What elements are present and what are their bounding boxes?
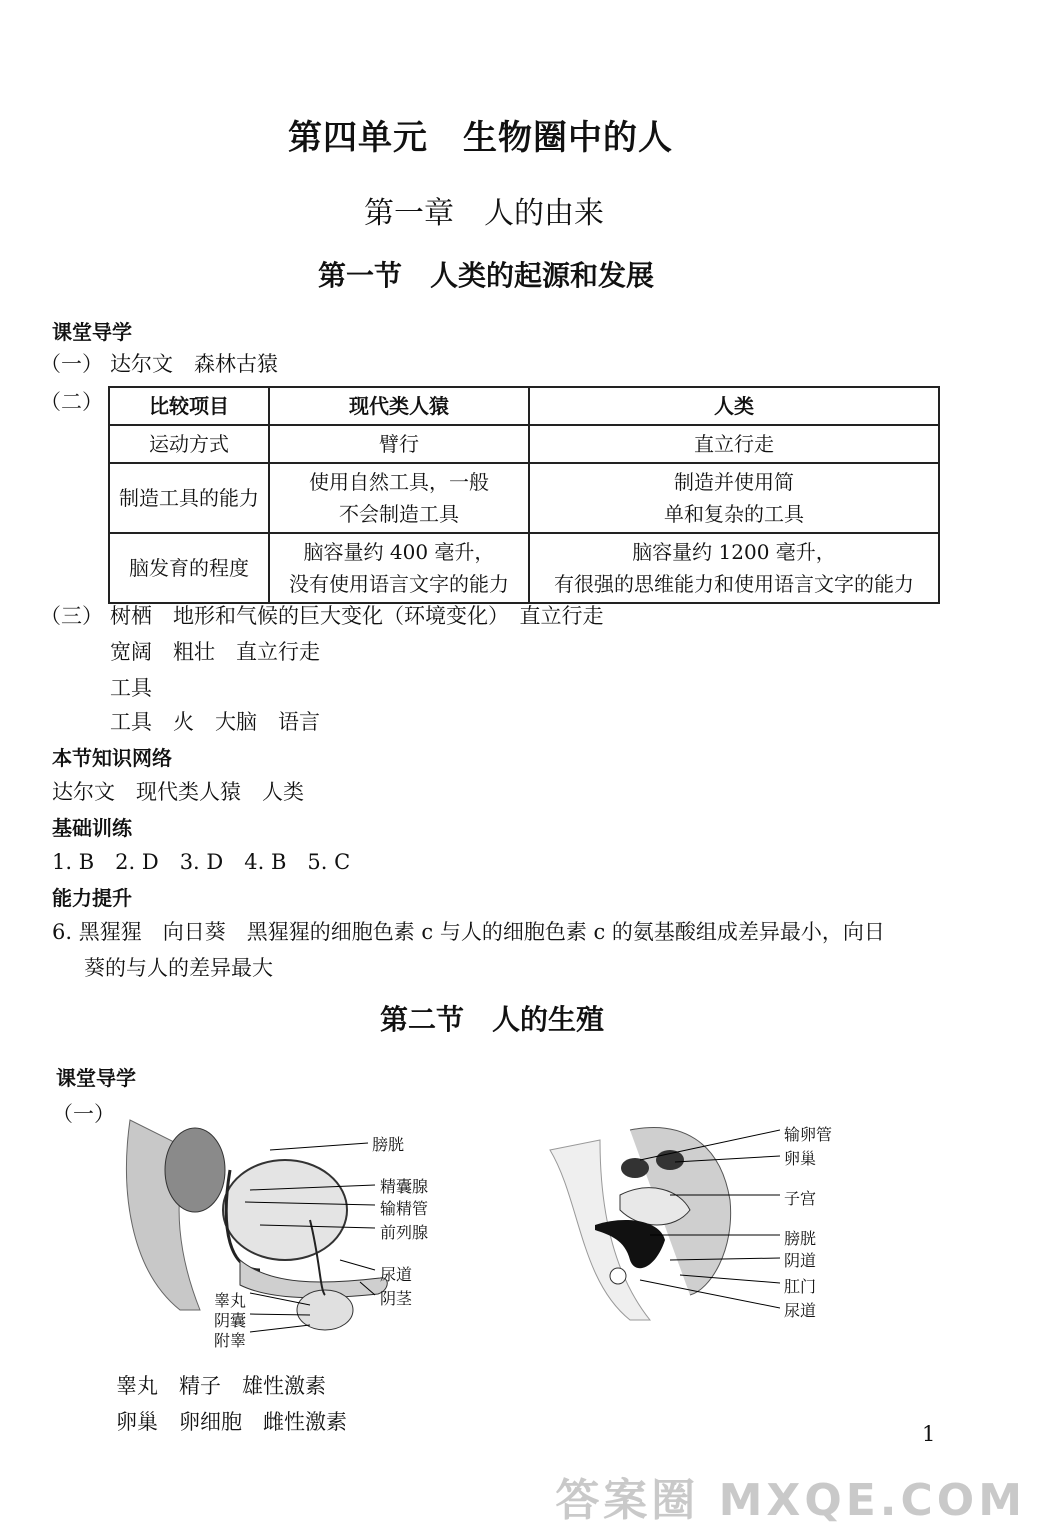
ability-line: 葵的与人的差异最大 — [84, 956, 273, 980]
label-oviduct: 输卵管 — [784, 1125, 833, 1144]
basic-answers: 1. B 2. D 3. D 4. B 5. C — [52, 850, 351, 874]
table-cell — [269, 533, 529, 603]
part2-label: （二） — [40, 390, 103, 414]
part1-text: 达尔文 森林古猿 — [110, 352, 278, 376]
label-uterus: 子宫 — [784, 1189, 817, 1208]
cell-line: 不会制造工具 — [339, 502, 459, 526]
table-cell: 运动方式 — [109, 425, 269, 463]
section1-guide-heading: 课堂导学 — [52, 320, 132, 344]
cell-line: 脑容量约 1200 毫升， — [632, 540, 836, 564]
table-header: 比较项目 — [109, 387, 269, 425]
label-epididymis: 附睾 — [214, 1331, 247, 1350]
comparison-table — [108, 386, 940, 604]
table-cell: 直立行走 — [529, 425, 939, 463]
section1-title: 第一节 人类的起源和发展 — [318, 259, 655, 292]
label-scrotum: 阴囊 — [214, 1311, 247, 1330]
ability-line: 6. 黑猩猩 向日葵 黑猩猩的细胞色素 c 与人的细胞色素 c 的氨基酸组成差异最小，向日 — [52, 920, 885, 944]
section2-answer-line: 睾丸 精子 雄性激素 — [116, 1374, 326, 1398]
part3-line: 宽阔 粗壮 直立行走 — [110, 640, 320, 664]
cell-line: 单和复杂的工具 — [664, 502, 804, 526]
table-cell — [529, 533, 939, 603]
watermark-logo: 答案圈 MXQE.COM — [555, 1475, 1026, 1526]
network-heading: 本节知识网络 — [52, 746, 172, 770]
part3-line: 工具 火 大脑 语言 — [110, 710, 320, 734]
cell-line: 使用自然工具，一般 — [309, 470, 489, 494]
part3-line: 树栖 地形和气候的巨大变化（环境变化） 直立行走 — [110, 604, 604, 628]
table-row — [109, 463, 939, 533]
label-penis: 阴茎 — [380, 1289, 413, 1308]
cell-line: 没有使用语言文字的能力 — [289, 572, 509, 596]
table-header: 现代类人猿 — [269, 387, 529, 425]
cell-line: 脑容量约 400 毫升， — [303, 540, 495, 564]
label-anus: 肛门 — [784, 1277, 817, 1296]
label-vas-deferens: 输精管 — [380, 1199, 429, 1218]
section2-title: 第二节 人的生殖 — [380, 1003, 605, 1036]
section2-part1-label: （一） — [52, 1102, 115, 1126]
cell-line: 有很强的思维能力和使用语言文字的能力 — [554, 572, 914, 596]
label-prostate: 前列腺 — [380, 1223, 429, 1242]
network-text: 达尔文 现代类人猿 人类 — [52, 780, 304, 804]
ability-heading: 能力提升 — [52, 886, 132, 910]
label-bladder-female: 膀胱 — [784, 1229, 817, 1248]
label-seminal-vesicle: 精囊腺 — [380, 1177, 429, 1196]
table-row — [109, 425, 939, 463]
table-cell: 制造工具的能力 — [109, 463, 269, 533]
label-testis: 睾丸 — [214, 1291, 247, 1310]
label-bladder-male: 膀胱 — [372, 1135, 405, 1154]
table-cell: 脑发育的程度 — [109, 533, 269, 603]
table-cell — [529, 463, 939, 533]
cell-line: 制造并使用简 — [674, 470, 794, 494]
table-row — [109, 533, 939, 603]
label-ovary: 卵巢 — [784, 1149, 817, 1168]
section2-answer-line: 卵巢 卵细胞 雌性激素 — [116, 1410, 347, 1434]
table-cell: 臂行 — [269, 425, 529, 463]
part3-label: （三） — [40, 604, 103, 628]
section2-guide-heading: 课堂导学 — [56, 1066, 136, 1090]
watermark — [555, 1464, 1026, 1528]
part3-line: 工具 — [110, 676, 152, 700]
label-vagina: 阴道 — [784, 1251, 817, 1270]
table-header-row — [109, 387, 939, 425]
basic-heading: 基础训练 — [52, 816, 132, 840]
chapter-title: 第一章 人的由来 — [364, 196, 604, 231]
table-cell — [269, 463, 529, 533]
label-urethra-male: 尿道 — [380, 1265, 413, 1284]
female-reproductive-diagram — [540, 1100, 780, 1330]
page-number: 1 — [922, 1422, 936, 1446]
table-header: 人类 — [529, 387, 939, 425]
label-urethra-female: 尿道 — [784, 1301, 817, 1320]
part1-label: （一） — [40, 352, 103, 376]
unit-title: 第四单元 生物圈中的人 — [288, 118, 673, 158]
